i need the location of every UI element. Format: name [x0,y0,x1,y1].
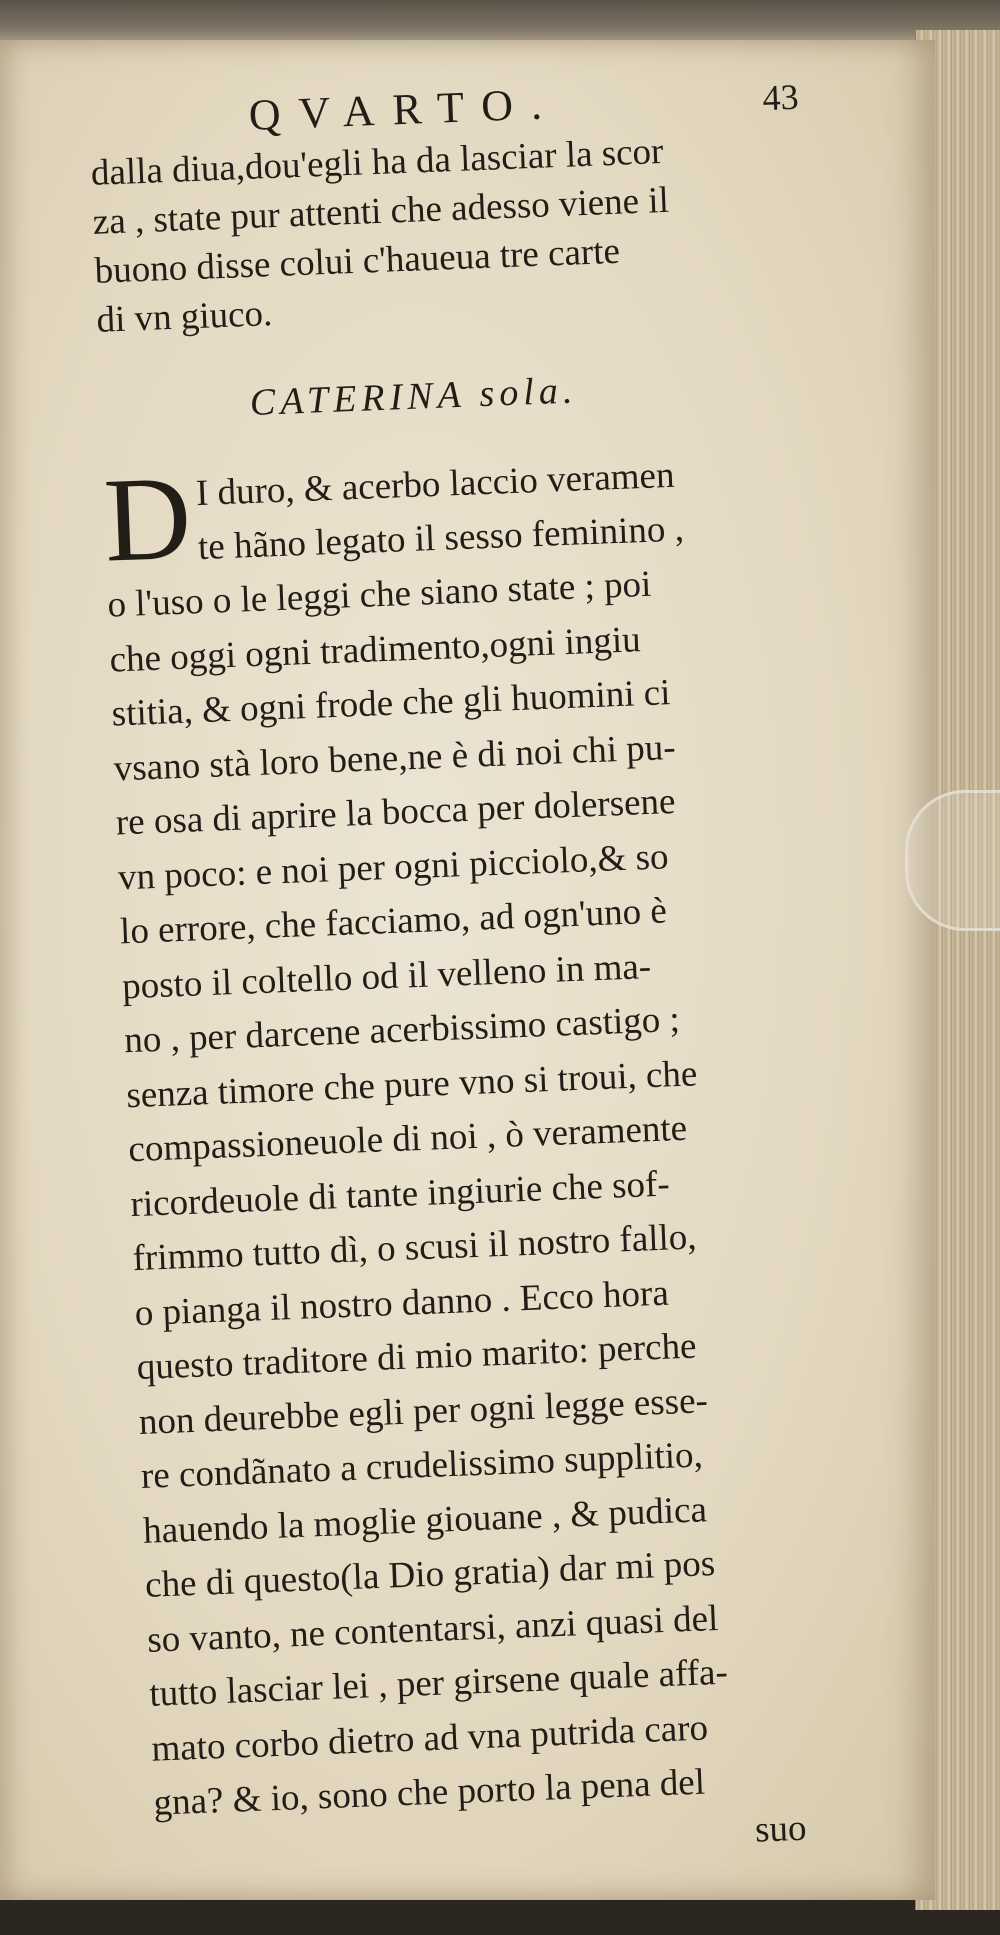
text-line: no , per darcene acerbissimo castigo ; [123,998,681,1062]
text-line: I duro, & acerbo laccio veramen [195,454,676,515]
speaker-heading: CATERINA sola. [249,369,579,424]
page-clip [905,790,1000,931]
catchword: suo [754,1807,808,1851]
text-line: re osa di aprire la bocca per dolersene [115,780,677,844]
monologue-body [107,551,875,1831]
text-line: tutto lasciar lei , per girsene quale affa- [148,1651,729,1715]
opening-lines [195,449,685,576]
text-line: che oggi ogni tradimento,ogni ingiu [108,618,642,681]
text-line: stitia, & ogni frode che gli huomini ci [110,672,672,735]
text-line: posto il coltello od il velleno in ma- [121,945,652,1007]
text-line: re condãnato a crudelissimo supplitio, [140,1434,704,1497]
drop-cap: D [101,450,194,587]
page-text [88,68,876,1875]
text-line: dalla diua,dou'egli ha da lasciar la scor [90,130,665,194]
text-line: so vanto, ne contentarsi, anzi quasi del [146,1597,719,1661]
intro-paragraph [90,121,817,344]
text-line: vsano stà loro bene,ne è di noi chi pu- [113,726,677,789]
text-line: mato corbo dietro ad vna putrida caro [150,1706,709,1770]
text-line: vn poco: e noi per ogni picciolo,& so [117,835,670,898]
text-line: te hãno legato il sesso feminino , [197,508,685,569]
text-line: questo traditore di mio marito: perche [136,1325,698,1389]
text-line: di vn giuco. [95,293,274,341]
text-line: non deurebbe egli per ogni legge esse- [138,1379,709,1443]
text-line: compassioneuole di noi , ò veramente [127,1107,688,1171]
text-line: buono disse colui c'haueua tre carte [93,230,621,292]
text-line: ricordeuole di tante ingiurie che sof- [129,1162,671,1225]
text-line: gna? & io, sono che porto la pena del [152,1761,706,1824]
text-line: frimmo tutto dì, o scusi il nostro fallo, [131,1216,698,1280]
text-line: o pianga il nostro danno . Ecco hora [133,1272,670,1334]
text-line: za , state pur attenti che adesso viene il [92,179,670,243]
text-line: senza timore che pure vno si troui, che [125,1052,699,1116]
page-number: 43 [761,76,800,119]
text-line: hauendo la moglie giouane , & pudica [142,1488,708,1552]
text-line: lo errore, che facciamo, ad ogn'uno è [119,890,668,953]
text-line: che di questo(la Dio gratia) dar mi pos [144,1543,716,1606]
text-line: o l'uso o le leggi che siano state ; poi [106,563,653,626]
running-head: QVARTO. [247,78,561,140]
